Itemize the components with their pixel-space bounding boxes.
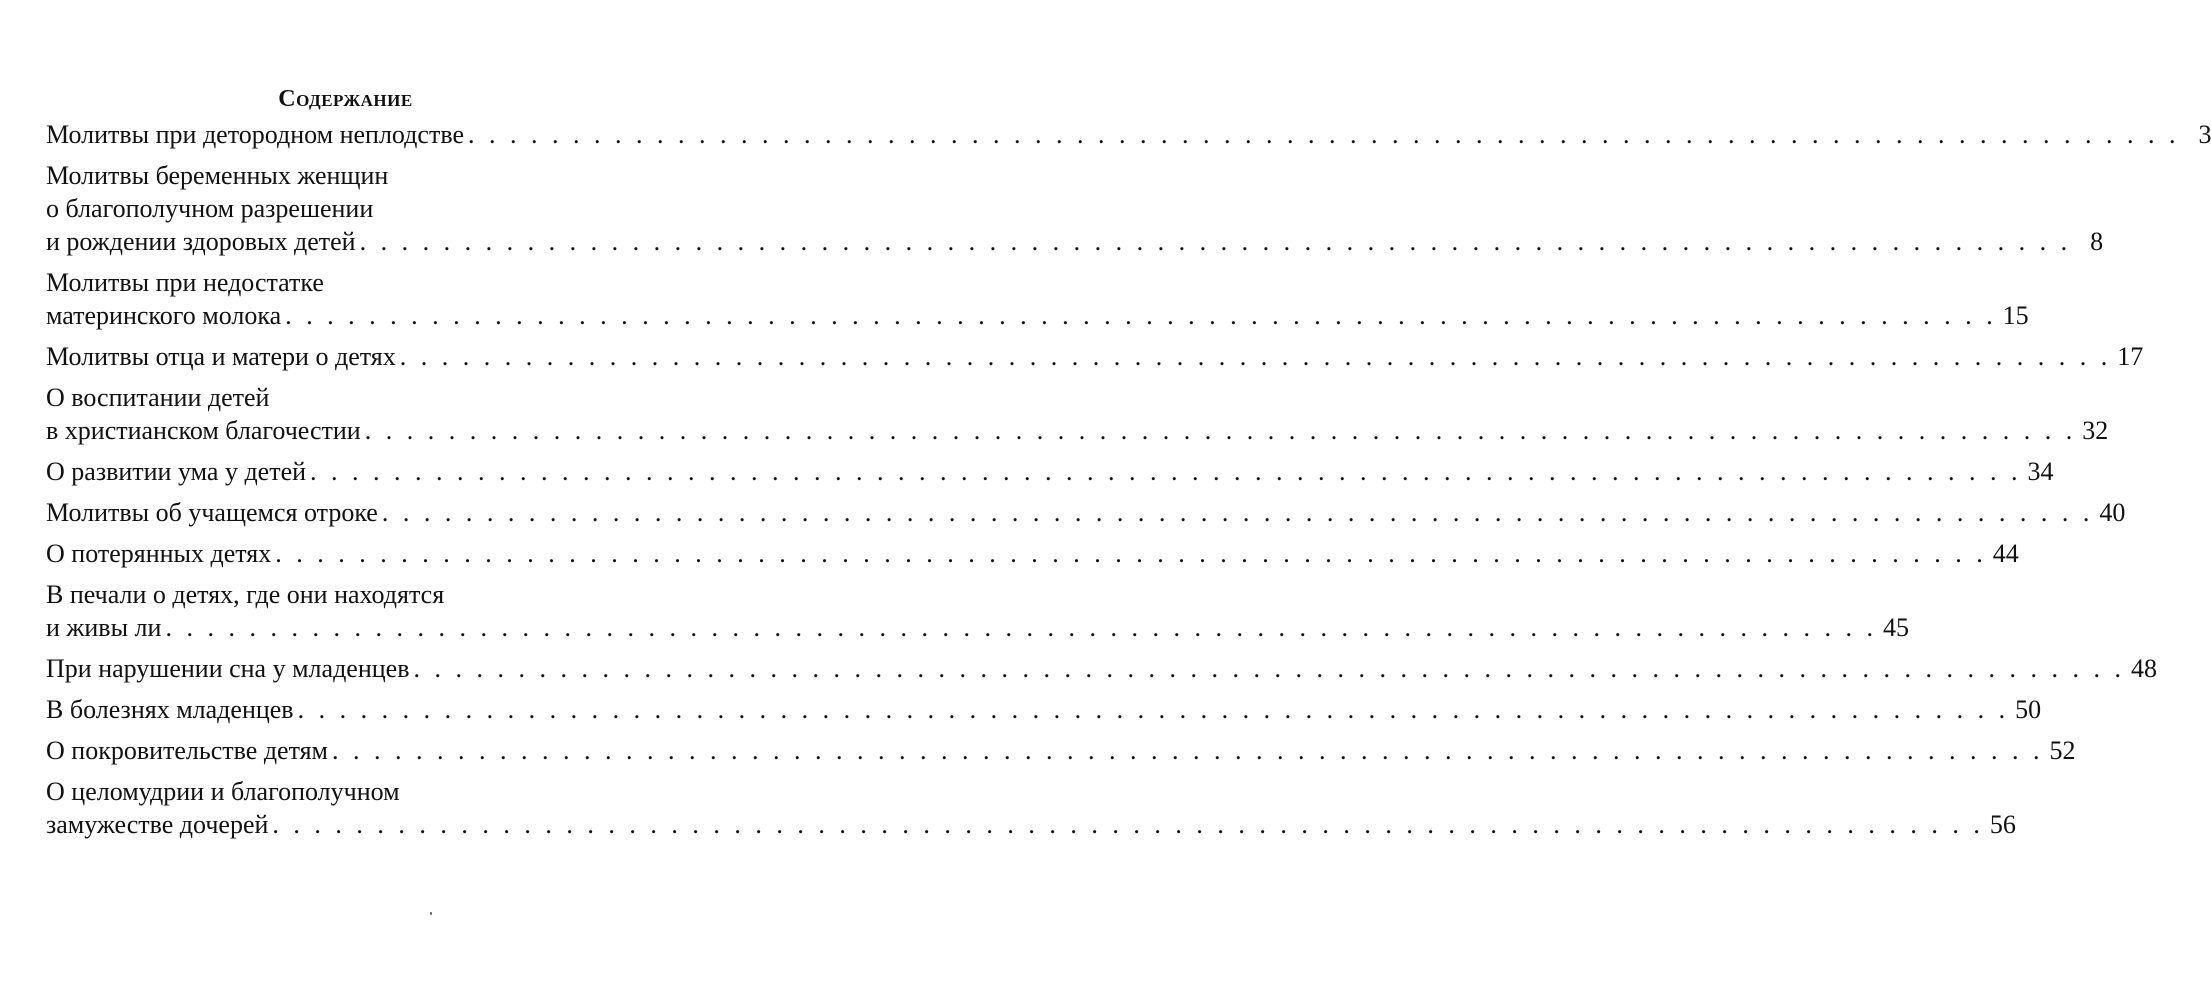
toc-entry-line [46, 299, 2029, 332]
toc-entry-title: Молитвы при детородном неплодстве [46, 120, 464, 149]
dot-leader: . . . . . . . . . . . . . . . . . . . . . . . . . . . . . . . . . . . . . . . . . . . . . . . . . . . . . . . . . . . . . . . . . . . . . . . . . . . . . . . . . . [165, 613, 1877, 642]
toc-entry [46, 118, 2211, 151]
toc-entry-line [46, 118, 2211, 151]
toc-entry [46, 159, 2104, 258]
toc-entry-line [46, 496, 2126, 529]
toc-entry-title: О потерянных детях [46, 539, 272, 568]
toc-entry [46, 455, 2054, 488]
dot-leader: . . . . . . . . . . . . . . . . . . . . . . . . . . . . . . . . . . . . . . . . . . . . . . . . . . . . . . . . . . . . . . . . . . . . . . . . . . . . . . . . . . [364, 416, 2077, 445]
toc-entry-title: Молитвы беременных женщин [46, 161, 389, 190]
toc-entry-title: материнского молока [46, 301, 282, 330]
toc-entry [46, 340, 2144, 373]
toc-entry-title: В болезнях младенцев [46, 695, 294, 724]
toc-entry [46, 693, 2042, 726]
toc-page-number: 17 [2117, 342, 2144, 371]
toc-entry-line [46, 652, 2157, 685]
toc-entry-title: Молитвы отца и матери о детях [46, 342, 396, 371]
toc-entry [46, 537, 2019, 570]
toc-entry-title: и рождении здоровых детей [46, 227, 356, 256]
toc-entry [46, 734, 2076, 767]
toc-entry-title: О воспитании детей [46, 383, 270, 412]
toc-page-number: 44 [1992, 539, 2019, 568]
toc-page-number: 50 [2015, 695, 2042, 724]
toc-entry-title: и живы ли [46, 613, 162, 642]
toc-page-number: 52 [2049, 736, 2076, 765]
toc-page-number: 56 [1989, 810, 2016, 839]
toc-entry-line [46, 734, 2076, 767]
toc-entry-line [46, 225, 2104, 258]
dot-leader: . . . . . . . . . . . . . . . . . . . . . . . . . . . . . . . . . . . . . . . . . . . . . . . . . . . . . . . . . . . . . . . . . . . . . . . . . . . . . . . . . . [310, 457, 2022, 486]
toc-entry-title: о благополучном разрешении [46, 194, 374, 223]
toc-entry-line [46, 611, 1909, 644]
toc-entry-title: замужестве дочерей [46, 810, 269, 839]
toc-entry-title: Молитвы об учащемся отроке [46, 498, 378, 527]
toc-entry-title: Молитвы при недостатке [46, 268, 324, 297]
toc-entry [46, 652, 2157, 685]
page-title: Содержание [278, 86, 413, 112]
dot-leader: . . . . . . . . . . . . . . . . . . . . . . . . . . . . . . . . . . . . . . . . . . . . . . . . . . . . . . . . . . . . . . . . . . . . . . . . . . . . . . . . . . [275, 539, 1987, 568]
toc-page-number: 45 [1882, 613, 1909, 642]
toc-entry [46, 381, 2109, 447]
toc-page-number: 34 [2027, 457, 2054, 486]
toc-entry-line [46, 455, 2054, 488]
toc-entry-title: О покровительстве детям [46, 736, 329, 765]
toc-entry-line [46, 414, 2109, 447]
dot-leader: . . . . . . . . . . . . . . . . . . . . . . . . . . . . . . . . . . . . . . . . . . . . . . . . . . . . . . . . . . . . . . . . . . . . . . . . . . . . . . . . . . [381, 498, 2094, 527]
dot-leader: . . . . . . . . . . . . . . . . . . . . . . . . . . . . . . . . . . . . . . . . . . . . . . . . . . . . . . . . . . . . . . . . . . . . . . . . . . . . . . . . . . [285, 301, 1997, 330]
toc-entry [46, 496, 2126, 529]
toc-entry-line [46, 537, 2019, 570]
dot-leader: . . . . . . . . . . . . . . . . . . . . . . . . . . . . . . . . . . . . . . . . . . . . . . . . . . . . . . . . . . . . . . . . . . . . . . . . . . . . . . . . . . [399, 342, 2112, 371]
toc-entry-title: При нарушении сна у младенцев [46, 654, 410, 683]
toc-page-number: 40 [2099, 498, 2126, 527]
dot-leader: . . . . . . . . . . . . . . . . . . . . . . . . . . . . . . . . . . . . . . . . . . . . . . . . . . . . . . . . . . . . . . . . . . . . . . . . . . . . . . . . . . [467, 120, 2180, 149]
dot-leader: . . . . . . . . . . . . . . . . . . . . . . . . . . . . . . . . . . . . . . . . . . . . . . . . . . . . . . . . . . . . . . . . . . . . . . . . . . . . . . . . . . [413, 654, 2125, 683]
toc-entry-title: в христианском благочестии [46, 416, 361, 445]
dot-leader: . . . . . . . . . . . . . . . . . . . . . . . . . . . . . . . . . . . . . . . . . . . . . . . . . . . . . . . . . . . . . . . . . . . . . . . . . . . . . . . . . . [332, 736, 2044, 765]
toc-page-number: 48 [2130, 654, 2157, 683]
print-speck [430, 912, 432, 915]
toc-page-number: 8 [2090, 227, 2104, 256]
toc-entry-title: О развитии ума у детей [46, 457, 307, 486]
toc-entry [46, 578, 1909, 644]
toc-page-number: 32 [2082, 416, 2109, 445]
dot-leader: . . . . . . . . . . . . . . . . . . . . . . . . . . . . . . . . . . . . . . . . . . . . . . . . . . . . . . . . . . . . . . . . . . . . . . . . . . . . . . . . . . [359, 227, 2072, 256]
dot-leader: . . . . . . . . . . . . . . . . . . . . . . . . . . . . . . . . . . . . . . . . . . . . . . . . . . . . . . . . . . . . . . . . . . . . . . . . . . . . . . . . . . [297, 695, 2010, 724]
toc-page-number: 15 [2002, 301, 2029, 330]
toc-entry-title: В печали о детях, где они находятся [46, 580, 445, 609]
dot-leader: . . . . . . . . . . . . . . . . . . . . . . . . . . . . . . . . . . . . . . . . . . . . . . . . . . . . . . . . . . . . . . . . . . . . . . . . . . . . . . . . . . [272, 810, 1984, 839]
toc-entry [46, 266, 2029, 332]
toc-entry [46, 775, 2016, 841]
toc-entry-line [46, 340, 2144, 373]
toc-entry-title: О целомудрии и благополучном [46, 777, 400, 806]
toc-entry-line [46, 693, 2042, 726]
table-of-contents [46, 118, 2211, 849]
toc-page-number: 3 [2198, 120, 2211, 149]
toc-entry-line [46, 808, 2016, 841]
